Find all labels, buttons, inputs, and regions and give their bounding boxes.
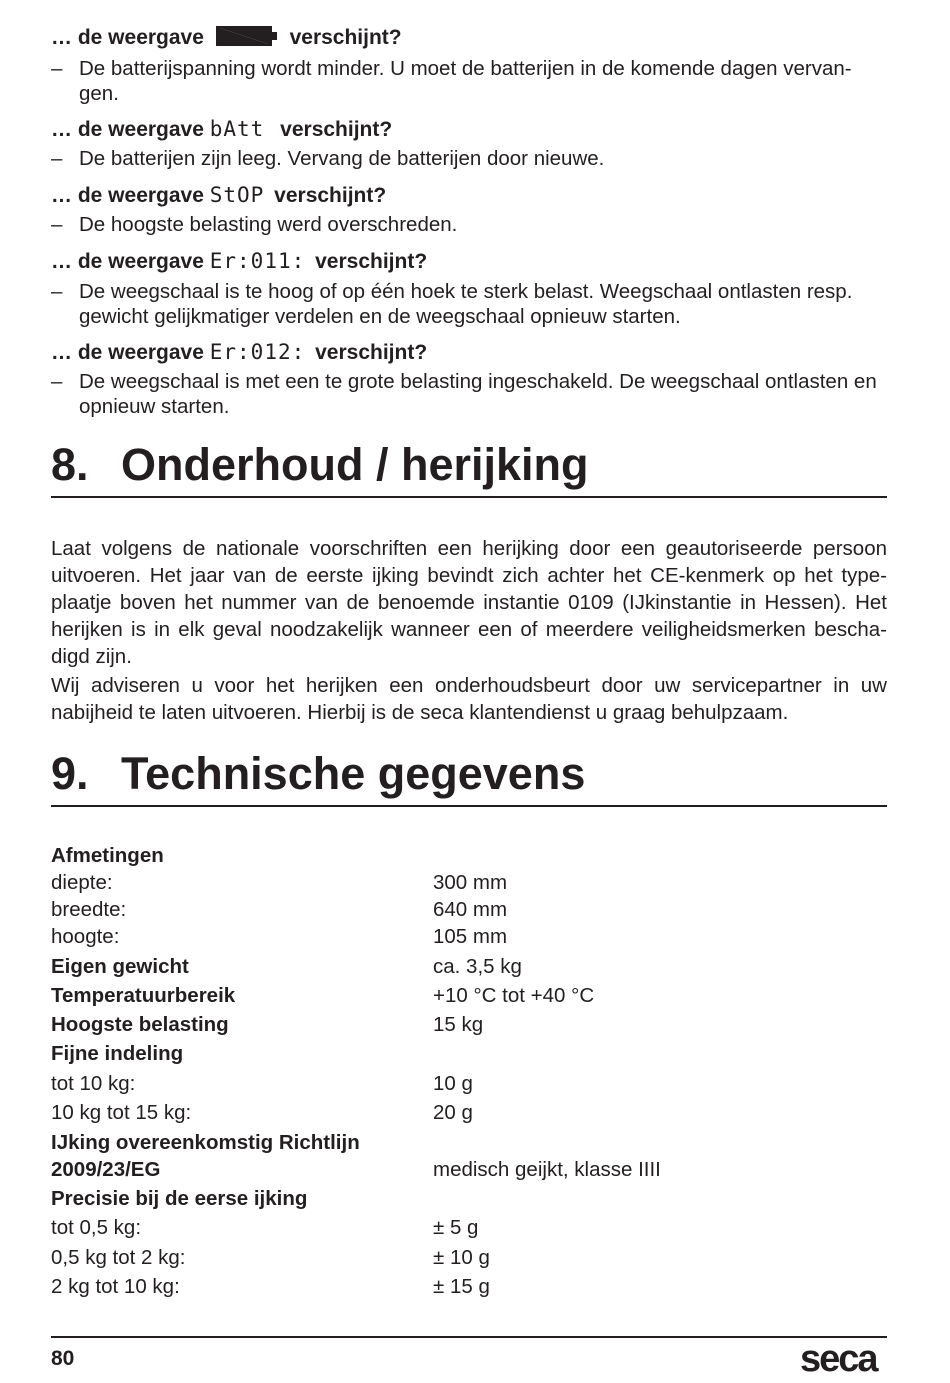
spec-row [51, 1101, 887, 1128]
spec-label: Fijne indeling [51, 1042, 184, 1065]
faq-question-er011 [51, 249, 427, 274]
spec-label: Precisie bij de eerse ijking [51, 1187, 308, 1210]
spec-label: 2009/23/EG [51, 1158, 161, 1181]
spec-row [51, 1131, 887, 1158]
spec-value: ± 15 g [433, 1275, 490, 1298]
spec-label: Eigen gewicht [51, 955, 189, 978]
spec-row [51, 1246, 887, 1273]
faq-question-er012 [51, 340, 427, 365]
spec-value: ± 10 g [433, 1246, 490, 1269]
section-number: 9. [51, 748, 89, 799]
faq-answer [51, 369, 887, 419]
spec-value: medisch geijkt, klasse IIII [433, 1158, 661, 1181]
spec-label: tot 10 kg: [51, 1072, 136, 1095]
spec-value: ca. 3,5 kg [433, 955, 522, 978]
faq-question-suffix: verschijnt? [315, 341, 428, 364]
spec-row [51, 1216, 887, 1243]
spec-row [51, 984, 887, 1011]
spec-row [51, 1187, 887, 1214]
spec-value: 300 mm [433, 871, 508, 894]
spec-value: 640 mm [433, 898, 508, 921]
spec-label: tot 0,5 kg: [51, 1216, 142, 1239]
spec-row [51, 844, 887, 871]
faq-answer [51, 212, 887, 237]
spec-row [51, 1275, 887, 1302]
faq-answer [51, 146, 887, 171]
spec-value: ± 5 g [433, 1216, 479, 1239]
section-heading-maintenance [51, 440, 887, 498]
spec-value: 20 g [433, 1101, 473, 1124]
faq-answer-text: De batterijen zijn leeg. Vervang de batterijen door nieuwe. [79, 147, 605, 170]
spec-label: diepte: [51, 871, 113, 894]
list-dash: – [51, 147, 63, 170]
spec-label: Afmetingen [51, 844, 164, 867]
spec-row [51, 1072, 887, 1099]
list-dash: – [51, 280, 63, 303]
faq-question-prefix: … de weergave [51, 26, 204, 49]
lcd-display-text: Er:012: [209, 340, 306, 364]
faq-question-suffix: verschijnt? [274, 184, 387, 207]
faq-question-prefix: … de weergave [51, 250, 204, 273]
faq-question-stop [51, 183, 386, 208]
faq-question-prefix: … de weergave [51, 341, 204, 364]
battery-low-icon [216, 26, 278, 52]
section-number: 8. [51, 439, 89, 490]
faq-question-battery-low [51, 26, 402, 52]
lcd-display-text: Er:011: [209, 249, 306, 273]
spec-row [51, 925, 887, 952]
spec-row [51, 1013, 887, 1040]
spec-value: 15 kg [433, 1013, 484, 1036]
section-title-text: Technische gegevens [121, 748, 586, 799]
spec-label: 0,5 kg tot 2 kg: [51, 1246, 186, 1269]
spec-row [51, 1158, 887, 1185]
paragraph: Laat volgens de nationale voorschriften een herijking door een geautoriseerde persoon uitvoeren. Het jaar van de eerste ijking bevindt zich achter het CE-kenmerk op het type-plaatje boven het nummer van de benoemde instantie 0109 (IJkinstantie in Hessen). Het herijken is in elk geval noodzakelijk wanneer een of meerdere veiligheidsmerken bescha-digd zijn. [51, 537, 887, 668]
spec-label: Temperatuurbereik [51, 984, 236, 1007]
spec-row [51, 898, 887, 925]
seca-logo: seca [800, 1338, 877, 1380]
faq-question-prefix: … de weergave [51, 184, 204, 207]
spec-row [51, 955, 887, 982]
faq-question-prefix: … de weergave [51, 118, 204, 141]
spec-label: Hoogste belasting [51, 1013, 229, 1036]
faq-answer-text: De batterijspanning wordt minder. U moet de batterijen in de komende dagen vervan-gen. [79, 57, 852, 105]
spec-label: 10 kg tot 15 kg: [51, 1101, 192, 1124]
spec-label: IJking overeenkomstig Richtlijn [51, 1131, 360, 1154]
spec-value: +10 °C tot +40 °C [433, 984, 595, 1007]
spec-value: 105 mm [433, 925, 508, 948]
spec-label: breedte: [51, 898, 127, 921]
faq-question-suffix: verschijnt? [315, 250, 428, 273]
list-dash: – [51, 57, 63, 80]
spec-row [51, 871, 887, 898]
spec-row [51, 1042, 887, 1069]
lcd-display-text: StOP [209, 183, 265, 207]
spec-label: 2 kg tot 10 kg: [51, 1275, 180, 1298]
section-heading-technical-data [51, 749, 887, 807]
faq-question-suffix: verschijnt? [289, 26, 402, 49]
faq-question-batt [51, 117, 392, 142]
paragraph: Wij adviseren u voor het herijken een onderhoudsbeurt door uw servicepartner in uw nabijheid te laten uitvoeren. Hierbij is de seca klantendienst u graag behulpzaam. [51, 674, 887, 724]
faq-answer-text: De weegschaal is te hoog of op één hoek te sterk belast. Weegschaal ontlasten resp. gewicht gelijkmatiger verdelen en de weegschaal opnieuw starten. [79, 280, 853, 328]
footer-divider [51, 1336, 887, 1338]
spec-value: 10 g [433, 1072, 473, 1095]
faq-question-suffix: verschijnt? [280, 118, 393, 141]
faq-answer-text: De hoogste belasting werd overschreden. [79, 213, 458, 236]
list-dash: – [51, 370, 63, 393]
page-number: 80 [51, 1347, 75, 1370]
faq-answer [51, 56, 887, 106]
faq-answer-text: De weegschaal is met een te grote belasting ingeschakeld. De weegschaal ontlasten en opnieuw starten. [79, 370, 877, 418]
spec-label: hoogte: [51, 925, 120, 948]
lcd-display-text: bAtt [209, 117, 265, 141]
faq-answer [51, 279, 887, 329]
section-title-text: Onderhoud / herijking [121, 439, 589, 490]
list-dash: – [51, 213, 63, 236]
